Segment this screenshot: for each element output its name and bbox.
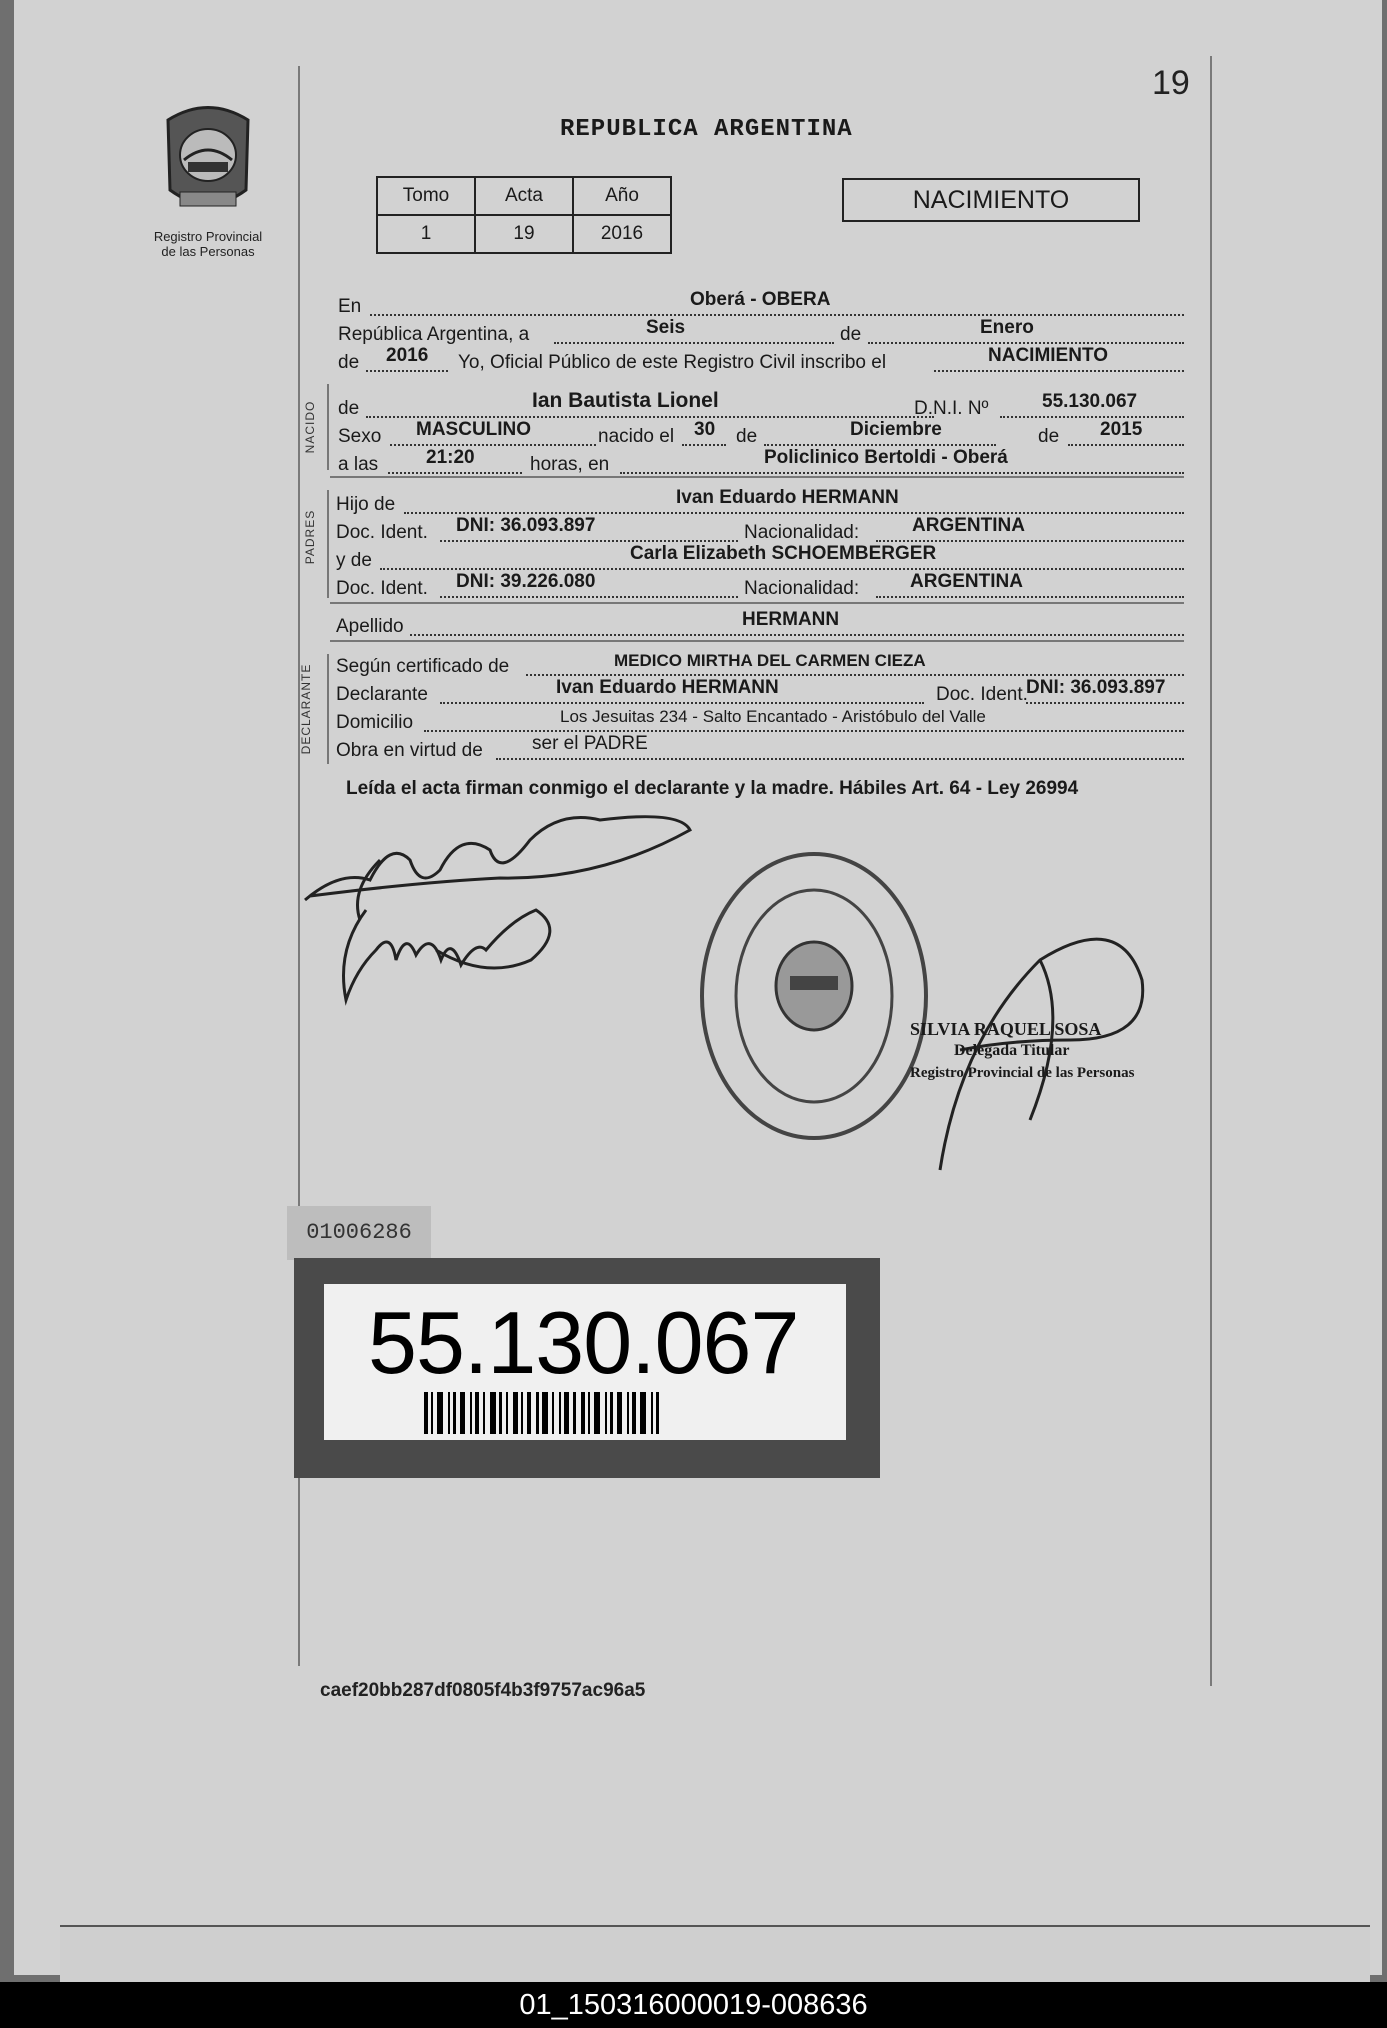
sticker-number: 55.130.067	[368, 1293, 799, 1392]
value-apellido: HERMANN	[742, 609, 840, 630]
barcode-bar	[640, 1392, 646, 1434]
section-divider	[330, 602, 1184, 604]
section-bar-nacido	[327, 384, 329, 470]
row-sexo	[336, 420, 1184, 450]
barcode-bar	[605, 1392, 607, 1434]
value-birth-month: Diciembre	[850, 419, 942, 440]
dotted-line	[366, 370, 448, 372]
barcode-bar	[610, 1392, 613, 1434]
value-en: Oberá - OBERA	[690, 289, 831, 310]
value-child-name: Ian Bautista Lionel	[532, 389, 719, 412]
row-apellido	[336, 610, 1184, 640]
value-mother-nationality: ARGENTINA	[910, 571, 1023, 592]
barcode-bar	[499, 1392, 502, 1434]
label-nacionalidad-mother: Nacionalidad:	[744, 578, 860, 599]
dotted-line	[440, 702, 924, 704]
dotted-line	[370, 314, 1184, 316]
value-mother-dni: DNI: 39.226.080	[456, 571, 596, 592]
underlying-page-edge	[60, 1925, 1370, 1987]
label-y-de: y de	[336, 550, 372, 571]
row-republica	[336, 318, 1184, 348]
right-margin-line	[1210, 56, 1212, 1686]
sticker-label	[324, 1284, 846, 1440]
value-father-name: Ivan Eduardo HERMANN	[676, 487, 899, 508]
barcode-bar	[656, 1392, 659, 1434]
official-name: SILVIA RAQUEL SOSA	[910, 1019, 1102, 1039]
value-certificado: MEDICO MIRTHA DEL CARMEN CIEZA	[614, 651, 926, 670]
label-de3: de	[1038, 426, 1060, 447]
dotted-line	[390, 444, 596, 446]
dotted-line	[404, 512, 1184, 514]
official-stamp-icon	[694, 846, 934, 1146]
barcode-bar	[573, 1392, 576, 1434]
official-office: Registro Provincial de las Personas	[910, 1065, 1135, 1081]
label-hijo-de: Hijo de	[336, 494, 396, 515]
label-doc-ident-mother: Doc. Ident.	[336, 578, 428, 599]
row-year	[336, 346, 1184, 376]
document-hash: caef20bb287df0805f4b3f9757ac96a5	[320, 1680, 646, 1701]
value-father-dni: DNI: 36.093.897	[456, 515, 596, 536]
barcode-bar	[521, 1392, 523, 1434]
barcode-bar	[437, 1392, 443, 1434]
header-tomo: Tomo	[377, 177, 475, 215]
barcode-bar	[483, 1392, 485, 1434]
official-block	[910, 1018, 1134, 1084]
barcode-bar	[424, 1392, 428, 1434]
label-nacionalidad: Nacionalidad:	[744, 522, 860, 543]
dotted-line	[682, 444, 726, 446]
value-birth-year: 2015	[1100, 419, 1143, 440]
barcode-bar	[588, 1392, 590, 1434]
value-mother-name: Carla Elizabeth SCHOEMBERGER	[630, 543, 937, 564]
mother-signature	[336, 890, 596, 1020]
label-dni: D.N.I. Nº	[914, 398, 989, 419]
section-divider	[330, 640, 1184, 642]
row-declarante	[336, 678, 1184, 708]
barcode-bar	[431, 1392, 433, 1434]
dotted-line	[388, 472, 522, 474]
value-acta: 19	[475, 215, 573, 253]
id-sticker	[294, 1258, 880, 1478]
barcode-bar	[506, 1392, 508, 1434]
section-bar-declarante	[327, 654, 329, 764]
row-father-doc	[336, 516, 1184, 546]
dotted-line	[1000, 416, 1184, 418]
barcode-bar	[536, 1392, 539, 1434]
label-apellido: Apellido	[336, 616, 404, 637]
barcode-bar	[527, 1392, 531, 1434]
label-sexo: Sexo	[338, 426, 382, 447]
barcode-bar	[475, 1392, 479, 1434]
value-inscribo: NACIMIENTO	[988, 345, 1108, 366]
barcode-bar	[542, 1392, 548, 1434]
row-father	[336, 488, 1184, 518]
label-horas: horas, en	[530, 454, 610, 475]
barcode-bar	[594, 1392, 600, 1434]
label-nacido-de: de	[338, 398, 360, 419]
value-birth-time: 21:20	[426, 447, 475, 468]
barcode-bar	[448, 1392, 450, 1434]
row-certificado	[336, 650, 1184, 680]
logo-label-line1: Registro Provincial	[153, 229, 263, 244]
label-republica: República Argentina, a	[338, 324, 530, 345]
dotted-line	[1068, 444, 1184, 446]
barcode-bar	[513, 1392, 518, 1434]
side-label-padres: PADRES	[303, 509, 317, 565]
label-obra: Obra en virtud de	[336, 740, 483, 761]
record-type-box: NACIMIENTO	[842, 178, 1140, 222]
barcode-bar	[490, 1392, 496, 1434]
dotted-line	[934, 370, 1184, 372]
row-mother-doc	[336, 572, 1184, 602]
label-certificado: Según certificado de	[336, 656, 510, 677]
dotted-line	[410, 634, 1184, 636]
barcode-bar	[632, 1392, 636, 1434]
row-obra	[336, 734, 1184, 764]
barcode-bar	[559, 1392, 561, 1434]
dotted-line	[554, 342, 834, 344]
side-label-nacido: NACIDO	[303, 400, 317, 454]
barcode-bar	[460, 1392, 465, 1434]
label-a-las: a las	[338, 454, 379, 475]
value-declarante: Ivan Eduardo HERMANN	[556, 677, 779, 698]
value-birth-day: 30	[694, 419, 716, 440]
footer-id: 01_150316000019-008636	[0, 1982, 1387, 2028]
value-domicilio: Los Jesuitas 234 - Salto Encantado - Aristóbulo del Valle	[560, 707, 986, 726]
label-de: de	[840, 324, 862, 345]
label-de2: de	[736, 426, 758, 447]
logo-label-line2: de las Personas	[161, 244, 255, 259]
page-number: 19	[1152, 64, 1190, 102]
value-child-dni: 55.130.067	[1042, 391, 1138, 412]
serial-number: 01006286	[287, 1206, 431, 1260]
label-year-de: de	[338, 352, 360, 373]
dotted-line	[1026, 702, 1184, 704]
header-anio: Año	[573, 177, 671, 215]
dotted-line	[620, 472, 1184, 474]
label-doc-ident-declarante: Doc. Ident.	[936, 684, 1028, 705]
barcode-bar	[470, 1392, 472, 1434]
barcode-bar	[552, 1392, 554, 1434]
barcode-icon	[424, 1392, 784, 1434]
row-mother	[336, 544, 1184, 574]
value-tomo: 1	[377, 215, 475, 253]
official-title: Delegada Titular	[954, 1042, 1070, 1059]
dotted-line	[380, 568, 1184, 570]
barcode-bar	[564, 1392, 569, 1434]
label-domicilio: Domicilio	[336, 712, 414, 733]
dotted-line	[526, 674, 1184, 676]
barcode-bar	[453, 1392, 456, 1434]
section-divider	[330, 476, 1184, 478]
barcode-bar	[617, 1392, 622, 1434]
barcode-bar	[627, 1392, 629, 1434]
dotted-line	[496, 758, 1184, 760]
dotted-line	[366, 416, 934, 418]
label-nacido-el: nacido el	[598, 426, 675, 447]
row-name	[336, 389, 1184, 422]
registry-table	[376, 176, 672, 254]
section-bar-padres	[327, 490, 329, 598]
provincial-seal-icon	[158, 100, 258, 220]
value-obra: ser el PADRE	[532, 733, 648, 754]
value-birth-place: Policlinico Bertoldi - Oberá	[764, 447, 1008, 468]
value-month: Enero	[980, 317, 1034, 338]
header-acta: Acta	[475, 177, 573, 215]
dotted-line	[868, 342, 1184, 344]
dotted-line	[424, 730, 1184, 732]
value-sexo: MASCULINO	[416, 419, 532, 440]
value-declarante-dni: DNI: 36.093.897	[1026, 677, 1166, 698]
label-oficial: Yo, Oficial Público de este Registro Civil inscribo el	[458, 352, 887, 373]
label-doc-ident: Doc. Ident.	[336, 522, 428, 543]
value-day: Seis	[646, 317, 686, 338]
row-domicilio	[336, 706, 1184, 736]
dotted-line	[764, 444, 996, 446]
side-label-declarante: DECLARANTE	[299, 663, 313, 755]
barcode-bar	[581, 1392, 585, 1434]
dotted-line	[876, 540, 1184, 542]
barcode-bar	[651, 1392, 653, 1434]
value-father-nationality: ARGENTINA	[912, 515, 1025, 536]
dotted-line	[440, 596, 738, 598]
label-en: En	[338, 296, 362, 317]
closing-statement: Leída el acta firman conmigo el declarante y la madre. Hábiles Art. 64 - Ley 26994	[346, 778, 1079, 799]
value-anio: 2016	[573, 215, 671, 253]
country-title: REPUBLICA ARGENTINA	[560, 116, 853, 143]
value-year: 2016	[386, 345, 429, 366]
registry-logo	[148, 100, 268, 259]
row-time	[336, 448, 1184, 478]
dotted-line	[440, 540, 738, 542]
row-en	[336, 290, 1184, 320]
dotted-line	[876, 596, 1184, 598]
label-declarante: Declarante	[336, 684, 428, 705]
